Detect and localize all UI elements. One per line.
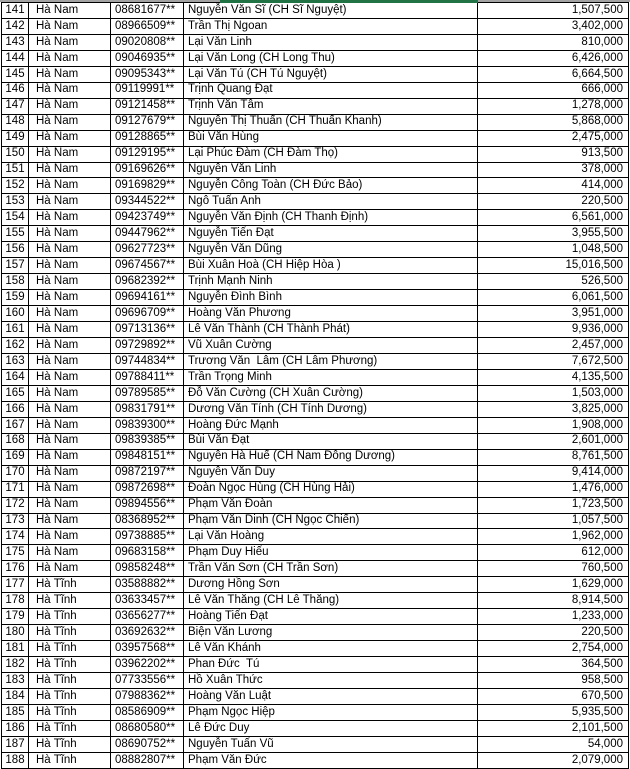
name-cell[interactable]: Nguyễn Văn Dũng (184, 242, 478, 258)
amount-cell[interactable]: 5,868,000 (478, 115, 629, 131)
amount-cell[interactable]: 1,629,000 (478, 577, 629, 593)
phone-cell[interactable]: 09447962** (111, 226, 184, 242)
phone-cell[interactable]: 09344522** (111, 194, 184, 210)
row-number-cell[interactable]: 168 (2, 434, 29, 450)
table-row (2, 99, 629, 115)
amount-cell[interactable]: 3,955,500 (478, 226, 629, 242)
table-row (2, 115, 629, 131)
name-cell[interactable]: Nguyễn Tuấn Vũ (184, 737, 478, 753)
name-cell[interactable]: Hoàng Đức Mạnh (184, 418, 478, 434)
amount-cell[interactable]: 958,500 (478, 673, 629, 689)
phone-cell[interactable]: 09839300** (111, 418, 184, 434)
amount-cell[interactable]: 1,233,000 (478, 609, 629, 625)
name-cell[interactable]: Nguyễn Văn Sĩ (CH Sĩ Nguyệt) (184, 3, 478, 19)
amount-cell[interactable]: 220,500 (478, 194, 629, 210)
table-row (2, 242, 629, 258)
amount-cell[interactable]: 1,507,500 (478, 3, 629, 19)
row-number-cell[interactable]: 184 (2, 689, 29, 705)
name-cell[interactable]: Lại Văn Tú (CH Tú Nguyệt) (184, 67, 478, 83)
amount-cell[interactable]: 666,000 (478, 83, 629, 99)
row-number-cell[interactable]: 145 (2, 67, 29, 83)
name-cell[interactable]: Hoàng Văn Phương (184, 306, 478, 322)
phone-cell[interactable]: 09831791** (111, 402, 184, 418)
name-cell[interactable]: Nguyễn Thị Thuấn (CH Thuấn Khanh) (184, 115, 478, 131)
province-cell[interactable]: Hà Nam (29, 19, 111, 35)
phone-cell[interactable]: 09020808** (111, 35, 184, 51)
row-number-cell[interactable]: 150 (2, 147, 29, 163)
table-row (2, 529, 629, 545)
province-cell[interactable]: Hà Tĩnh (29, 737, 111, 753)
row-number-cell[interactable]: 158 (2, 274, 29, 290)
province-cell[interactable]: Hà Nam (29, 67, 111, 83)
province-cell[interactable]: Hà Tĩnh (29, 577, 111, 593)
name-cell[interactable]: Nguyễn Công Toàn (CH Đức Bảo) (184, 178, 478, 194)
table-row (2, 178, 629, 194)
province-cell[interactable]: Hà Nam (29, 83, 111, 99)
table-row (2, 609, 629, 625)
table-row (2, 306, 629, 322)
phone-cell[interactable]: 08966509** (111, 19, 184, 35)
amount-cell[interactable]: 3,402,000 (478, 19, 629, 35)
name-cell[interactable]: Nguyễn Văn Định (CH Thanh Định) (184, 210, 478, 226)
phone-cell[interactable]: 09169829** (111, 178, 184, 194)
amount-cell[interactable]: 414,000 (478, 178, 629, 194)
phone-cell[interactable]: 09872197** (111, 466, 184, 482)
phone-cell[interactable]: 09169626** (111, 163, 184, 179)
amount-cell[interactable]: 1,723,500 (478, 498, 629, 514)
table-row (2, 498, 629, 514)
amount-cell[interactable]: 8,761,500 (478, 450, 629, 466)
phone-cell[interactable]: 07988362** (111, 689, 184, 705)
amount-cell[interactable]: 6,061,500 (478, 290, 629, 306)
province-cell[interactable]: Hà Tĩnh (29, 625, 111, 641)
amount-cell[interactable]: 2,601,000 (478, 434, 629, 450)
row-number-cell[interactable]: 154 (2, 210, 29, 226)
amount-cell[interactable]: 3,951,000 (478, 306, 629, 322)
amount-cell[interactable]: 1,476,000 (478, 482, 629, 498)
table-row (2, 131, 629, 147)
name-cell[interactable]: Lại Phúc Đàm (CH Đàm Thọ) (184, 147, 478, 163)
row-number-cell[interactable]: 186 (2, 721, 29, 737)
name-cell[interactable]: Trần Thị Ngoan (184, 19, 478, 35)
province-cell[interactable]: Hà Nam (29, 386, 111, 402)
amount-cell[interactable]: 526,500 (478, 274, 629, 290)
name-cell[interactable]: Phan Đức Tú (184, 657, 478, 673)
province-cell[interactable]: Hà Tĩnh (29, 609, 111, 625)
row-number-cell[interactable]: 170 (2, 466, 29, 482)
province-cell[interactable]: Hà Nam (29, 529, 111, 545)
amount-cell[interactable]: 913,500 (478, 147, 629, 163)
row-number-cell[interactable]: 178 (2, 593, 29, 609)
phone-cell[interactable]: 09423749** (111, 210, 184, 226)
phone-cell[interactable]: 09627723** (111, 242, 184, 258)
table-row (2, 721, 629, 737)
phone-cell[interactable]: 03692632** (111, 625, 184, 641)
phone-cell[interactable]: 09788411** (111, 370, 184, 386)
name-cell[interactable]: Nguyễn Văn Duy (184, 466, 478, 482)
province-cell[interactable]: Hà Nam (29, 35, 111, 51)
phone-cell[interactable]: 09858248** (111, 561, 184, 577)
row-number-cell[interactable]: 177 (2, 577, 29, 593)
table-row (2, 386, 629, 402)
phone-cell[interactable]: 03656277** (111, 609, 184, 625)
province-cell[interactable]: Hà Tĩnh (29, 673, 111, 689)
phone-cell[interactable]: 09127679** (111, 115, 184, 131)
row-number-cell[interactable]: 171 (2, 482, 29, 498)
table-row (2, 641, 629, 657)
row-number-cell[interactable]: 187 (2, 737, 29, 753)
row-number-cell[interactable]: 147 (2, 99, 29, 115)
phone-cell[interactable]: 09729892** (111, 338, 184, 354)
phone-cell[interactable]: 08586909** (111, 705, 184, 721)
amount-cell[interactable]: 4,135,500 (478, 370, 629, 386)
row-number-cell[interactable]: 182 (2, 657, 29, 673)
province-cell[interactable]: Hà Nam (29, 178, 111, 194)
phone-cell[interactable]: 03588882** (111, 577, 184, 593)
table-row (2, 482, 629, 498)
name-cell[interactable]: Phạm Ngọc Hiệp (184, 705, 478, 721)
name-cell[interactable]: Nguyễn Hà Huế (CH Nam Đông Dương) (184, 450, 478, 466)
table-row (2, 450, 629, 466)
table-row (2, 163, 629, 179)
row-number-cell[interactable]: 149 (2, 131, 29, 147)
province-cell[interactable]: Hà Nam (29, 163, 111, 179)
amount-cell[interactable]: 220,500 (478, 625, 629, 641)
table-row (2, 338, 629, 354)
name-cell[interactable]: Nguyễn Văn Linh (184, 163, 478, 179)
province-cell[interactable]: Hà Nam (29, 210, 111, 226)
table-row (2, 657, 629, 673)
province-cell[interactable]: Hà Nam (29, 322, 111, 338)
phone-cell[interactable]: 09674567** (111, 258, 184, 274)
table-row (2, 625, 629, 641)
amount-cell[interactable]: 364,500 (478, 657, 629, 673)
province-cell[interactable]: Hà Nam (29, 99, 111, 115)
table-row (2, 354, 629, 370)
phone-cell[interactable]: 08882807** (111, 753, 184, 769)
name-cell[interactable]: Trịnh Văn Tâm (184, 99, 478, 115)
amount-cell[interactable]: 5,935,500 (478, 705, 629, 721)
name-cell[interactable]: Hoàng Văn Luật (184, 689, 478, 705)
phone-cell[interactable]: 08680580** (111, 721, 184, 737)
name-cell[interactable]: Lê Văn Khánh (184, 641, 478, 657)
row-number-cell[interactable]: 146 (2, 83, 29, 99)
row-number-cell[interactable]: 144 (2, 51, 29, 67)
amount-cell[interactable]: 612,000 (478, 545, 629, 561)
row-number-cell[interactable]: 159 (2, 290, 29, 306)
province-cell[interactable]: Hà Nam (29, 545, 111, 561)
phone-cell[interactable]: 09696709** (111, 306, 184, 322)
phone-cell[interactable]: 08690752** (111, 737, 184, 753)
name-cell[interactable]: Phạm Văn Đức (184, 753, 478, 769)
name-cell[interactable]: Lại Văn Hoàng (184, 529, 478, 545)
province-cell[interactable]: Hà Nam (29, 466, 111, 482)
row-number-cell[interactable]: 142 (2, 19, 29, 35)
province-cell[interactable]: Hà Nam (29, 418, 111, 434)
table-row (2, 737, 629, 753)
name-cell[interactable]: Phạm Văn Dinh (CH Ngọc Chiến) (184, 514, 478, 530)
table-row (2, 673, 629, 689)
table-row (2, 545, 629, 561)
row-number-cell[interactable]: 173 (2, 514, 29, 530)
name-cell[interactable]: Bùi Xuân Hoà (CH Hiệp Hòa ) (184, 258, 478, 274)
amount-cell[interactable]: 378,000 (478, 163, 629, 179)
table-row (2, 258, 629, 274)
row-number-cell[interactable]: 165 (2, 386, 29, 402)
phone-cell[interactable]: 03962202** (111, 657, 184, 673)
phone-cell[interactable]: 09694161** (111, 290, 184, 306)
name-cell[interactable]: Nguyễn Tiến Đạt (184, 226, 478, 242)
province-cell[interactable]: Hà Nam (29, 242, 111, 258)
name-cell[interactable]: Phạm Văn Đoàn (184, 498, 478, 514)
row-number-cell[interactable]: 167 (2, 418, 29, 434)
province-cell[interactable]: Hà Nam (29, 194, 111, 210)
row-number-cell[interactable]: 152 (2, 178, 29, 194)
row-number-cell[interactable]: 163 (2, 354, 29, 370)
province-cell[interactable]: Hà Tĩnh (29, 689, 111, 705)
province-cell[interactable]: Hà Nam (29, 51, 111, 67)
phone-cell[interactable]: 09744834** (111, 354, 184, 370)
name-cell[interactable]: Lê Đức Duy (184, 721, 478, 737)
row-number-cell[interactable]: 162 (2, 338, 29, 354)
amount-cell[interactable]: 1,048,500 (478, 242, 629, 258)
table-row (2, 466, 629, 482)
name-cell[interactable]: Bùi Văn Đạt (184, 434, 478, 450)
row-number-cell[interactable]: 188 (2, 753, 29, 769)
amount-cell[interactable]: 2,101,500 (478, 721, 629, 737)
row-number-cell[interactable]: 166 (2, 402, 29, 418)
amount-cell[interactable]: 6,426,000 (478, 51, 629, 67)
phone-cell[interactable]: 09738885** (111, 529, 184, 545)
name-cell[interactable]: Dương Hồng Sơn (184, 577, 478, 593)
table-row (2, 434, 629, 450)
amount-cell[interactable]: 7,672,500 (478, 354, 629, 370)
table-row (2, 593, 629, 609)
province-cell[interactable]: Hà Tĩnh (29, 705, 111, 721)
table-row (2, 3, 629, 19)
name-cell[interactable]: Trần Trọng Minh (184, 370, 478, 386)
name-cell[interactable]: Ngô Tuấn Anh (184, 194, 478, 210)
province-cell[interactable]: Hà Nam (29, 3, 111, 19)
phone-cell[interactable]: 08368952** (111, 514, 184, 530)
row-number-cell[interactable]: 151 (2, 163, 29, 179)
phone-cell[interactable]: 03633457** (111, 593, 184, 609)
amount-cell[interactable]: 6,664,500 (478, 67, 629, 83)
amount-cell[interactable]: 1,278,000 (478, 99, 629, 115)
amount-cell[interactable]: 3,825,000 (478, 402, 629, 418)
phone-cell[interactable]: 09839385** (111, 434, 184, 450)
phone-cell[interactable]: 09046935** (111, 51, 184, 67)
province-cell[interactable]: Hà Nam (29, 450, 111, 466)
name-cell[interactable]: Bùi Văn Hùng (184, 131, 478, 147)
phone-cell[interactable]: 09095343** (111, 67, 184, 83)
row-number-cell[interactable]: 179 (2, 609, 29, 625)
phone-cell[interactable]: 09872698** (111, 482, 184, 498)
table-row (2, 210, 629, 226)
province-cell[interactable]: Hà Nam (29, 274, 111, 290)
province-cell[interactable]: Hà Nam (29, 482, 111, 498)
row-number-cell[interactable]: 181 (2, 641, 29, 657)
province-cell[interactable]: Hà Tĩnh (29, 657, 111, 673)
name-cell[interactable]: Dương Văn Tính (CH Tính Dương) (184, 402, 478, 418)
row-number-cell[interactable]: 161 (2, 322, 29, 338)
table-row (2, 577, 629, 593)
table-row (2, 370, 629, 386)
name-cell[interactable]: Lê Văn Thăng (CH Lê Thăng) (184, 593, 478, 609)
province-cell[interactable]: Hà Nam (29, 434, 111, 450)
amount-cell[interactable]: 1,908,000 (478, 418, 629, 434)
name-cell[interactable]: Trịnh Mạnh Ninh (184, 274, 478, 290)
row-number-cell[interactable]: 176 (2, 561, 29, 577)
amount-cell[interactable]: 760,500 (478, 561, 629, 577)
province-cell[interactable]: Hà Nam (29, 498, 111, 514)
province-cell[interactable]: Hà Nam (29, 258, 111, 274)
table-row (2, 194, 629, 210)
province-cell[interactable]: Hà Nam (29, 338, 111, 354)
province-cell[interactable]: Hà Nam (29, 226, 111, 242)
province-cell[interactable]: Hà Nam (29, 131, 111, 147)
table-row (2, 514, 629, 530)
name-cell[interactable]: Biện Văn Lương (184, 625, 478, 641)
row-number-cell[interactable]: 156 (2, 242, 29, 258)
province-cell[interactable]: Hà Tĩnh (29, 753, 111, 769)
table-row (2, 274, 629, 290)
table-row (2, 689, 629, 705)
phone-cell[interactable]: 09894556** (111, 498, 184, 514)
amount-cell[interactable]: 8,914,500 (478, 593, 629, 609)
name-cell[interactable]: Lại Văn Linh (184, 35, 478, 51)
table-row (2, 290, 629, 306)
amount-cell[interactable]: 15,016,500 (478, 258, 629, 274)
row-number-cell[interactable]: 143 (2, 35, 29, 51)
name-cell[interactable]: Lê Văn Thành (CH Thành Phát) (184, 322, 478, 338)
phone-cell[interactable]: 09789585** (111, 386, 184, 402)
name-cell[interactable]: Lại Văn Long (CH Long Thu) (184, 51, 478, 67)
province-cell[interactable]: Hà Nam (29, 290, 111, 306)
amount-cell[interactable]: 1,503,000 (478, 386, 629, 402)
province-cell[interactable]: Hà Nam (29, 354, 111, 370)
name-cell[interactable]: Hồ Xuân Thức (184, 673, 478, 689)
province-cell[interactable]: Hà Nam (29, 370, 111, 386)
amount-cell[interactable]: 2,457,000 (478, 338, 629, 354)
table-row (2, 753, 629, 769)
table-row (2, 418, 629, 434)
phone-cell[interactable]: 08681677** (111, 3, 184, 19)
phone-cell[interactable]: 09682392** (111, 274, 184, 290)
amount-cell[interactable]: 54,000 (478, 737, 629, 753)
phone-cell[interactable]: 09683158** (111, 545, 184, 561)
province-cell[interactable]: Hà Tĩnh (29, 593, 111, 609)
province-cell[interactable]: Hà Tĩnh (29, 721, 111, 737)
phone-cell[interactable]: 03957568** (111, 641, 184, 657)
name-cell[interactable]: Đoàn Ngọc Hùng (CH Hùng Hải) (184, 482, 478, 498)
row-number-cell[interactable]: 141 (2, 3, 29, 19)
table-row (2, 35, 629, 51)
amount-cell[interactable]: 2,079,000 (478, 753, 629, 769)
province-cell[interactable]: Hà Nam (29, 561, 111, 577)
phone-cell[interactable]: 09129195** (111, 147, 184, 163)
row-number-cell[interactable]: 157 (2, 258, 29, 274)
amount-cell[interactable]: 9,414,000 (478, 466, 629, 482)
row-number-cell[interactable]: 175 (2, 545, 29, 561)
table-row (2, 147, 629, 163)
table-row (2, 705, 629, 721)
amount-cell[interactable]: 2,475,000 (478, 131, 629, 147)
row-number-cell[interactable]: 172 (2, 498, 29, 514)
phone-cell[interactable]: 07733556** (111, 673, 184, 689)
phone-cell[interactable]: 09713136** (111, 322, 184, 338)
row-number-cell[interactable]: 169 (2, 450, 29, 466)
row-number-cell[interactable]: 155 (2, 226, 29, 242)
row-number-cell[interactable]: 148 (2, 115, 29, 131)
top-accent-green (220, 0, 478, 3)
table-row (2, 322, 629, 338)
province-cell[interactable]: Hà Nam (29, 147, 111, 163)
amount-cell[interactable]: 1,057,500 (478, 514, 629, 530)
row-number-cell[interactable]: 183 (2, 673, 29, 689)
name-cell[interactable]: Vũ Xuân Cường (184, 338, 478, 354)
table-row (2, 83, 629, 99)
phone-cell[interactable]: 09848151** (111, 450, 184, 466)
province-cell[interactable]: Hà Nam (29, 402, 111, 418)
phone-cell[interactable]: 09121458** (111, 99, 184, 115)
province-cell[interactable]: Hà Tĩnh (29, 641, 111, 657)
amount-cell[interactable]: 2,754,000 (478, 641, 629, 657)
row-number-cell[interactable]: 180 (2, 625, 29, 641)
province-cell[interactable]: Hà Nam (29, 306, 111, 322)
name-cell[interactable]: Trần Văn Sơn (CH Trần Sơn) (184, 561, 478, 577)
phone-cell[interactable]: 09128865** (111, 131, 184, 147)
amount-cell[interactable]: 9,936,000 (478, 322, 629, 338)
table-row (2, 51, 629, 67)
row-number-cell[interactable]: 160 (2, 306, 29, 322)
name-cell[interactable]: Trương Văn Lâm (CH Lâm Phương) (184, 354, 478, 370)
table-row (2, 226, 629, 242)
name-cell[interactable]: Phạm Duy Hiếu (184, 545, 478, 561)
name-cell[interactable]: Hoàng Tiến Đạt (184, 609, 478, 625)
amount-cell[interactable]: 810,000 (478, 35, 629, 51)
province-cell[interactable]: Hà Nam (29, 115, 111, 131)
row-number-cell[interactable]: 164 (2, 370, 29, 386)
row-number-cell[interactable]: 185 (2, 705, 29, 721)
province-cell[interactable]: Hà Nam (29, 514, 111, 530)
beneficiary-table (1, 2, 629, 769)
name-cell[interactable]: Nguyễn Đình Bình (184, 290, 478, 306)
name-cell[interactable]: Trịnh Quang Đạt (184, 83, 478, 99)
amount-cell[interactable]: 6,561,000 (478, 210, 629, 226)
table-row (2, 19, 629, 35)
phone-cell[interactable]: 09119991** (111, 83, 184, 99)
table-row (2, 561, 629, 577)
row-number-cell[interactable]: 153 (2, 194, 29, 210)
table-row (2, 402, 629, 418)
amount-cell[interactable]: 1,962,000 (478, 529, 629, 545)
name-cell[interactable]: Đỗ Văn Cường (CH Xuân Cường) (184, 386, 478, 402)
amount-cell[interactable]: 670,500 (478, 689, 629, 705)
top-edge-line (0, 0, 630, 2)
row-number-cell[interactable]: 174 (2, 529, 29, 545)
table-row (2, 67, 629, 83)
